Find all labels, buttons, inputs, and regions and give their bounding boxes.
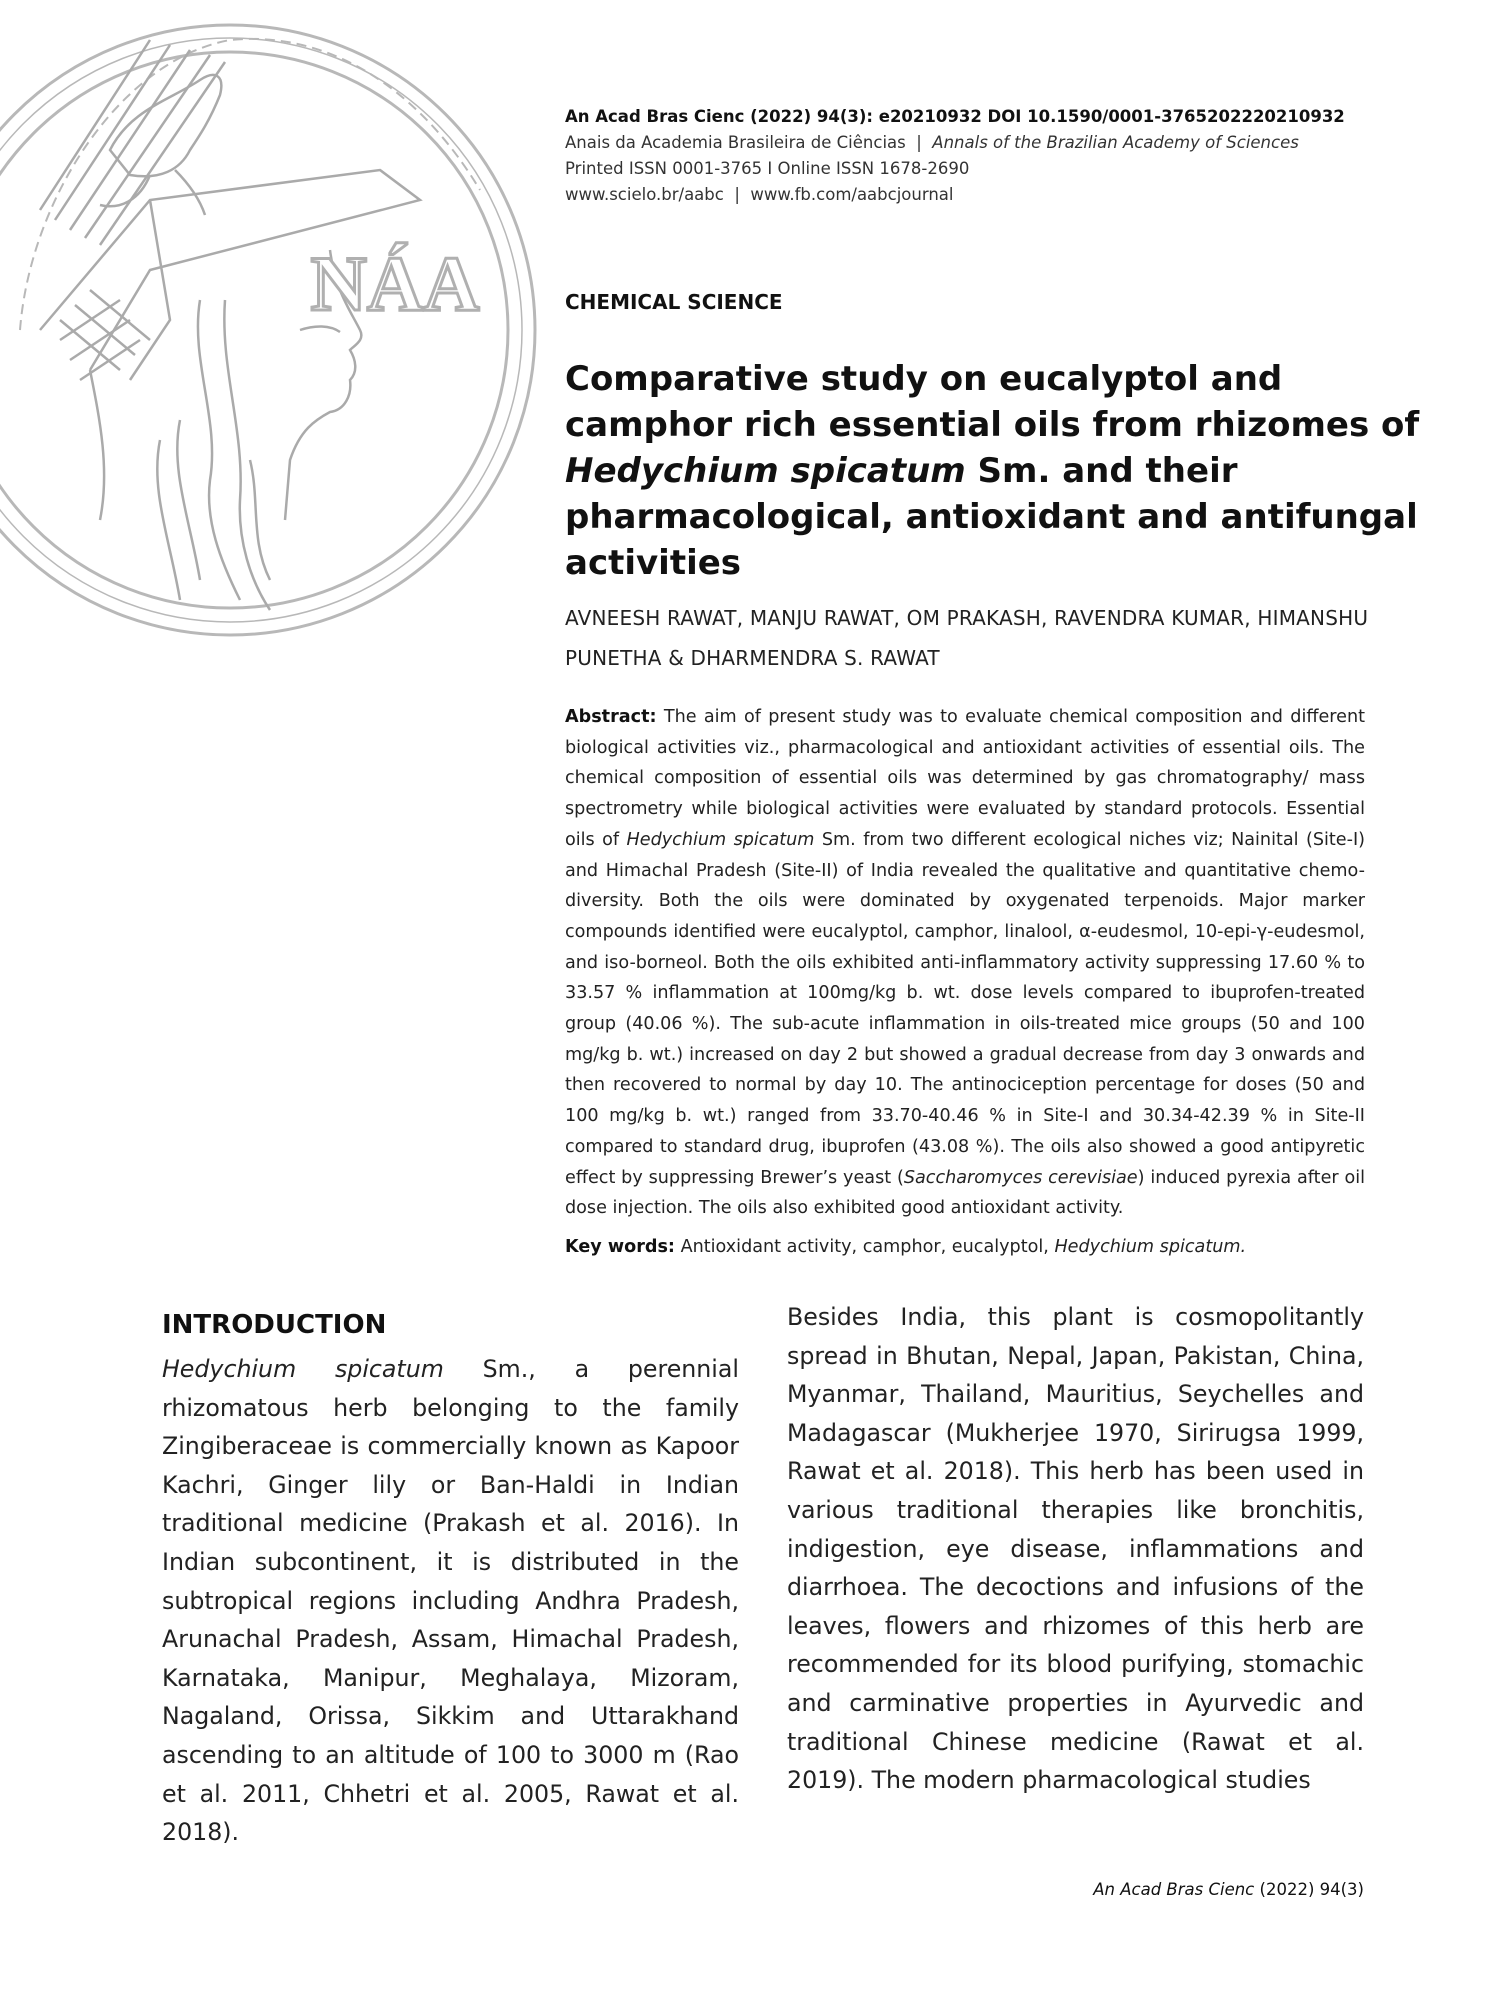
article-title — [565, 356, 1435, 586]
website-link[interactable]: www.scielo.br/aabc — [565, 185, 724, 204]
section-label: CHEMICAL SCIENCE — [565, 290, 783, 314]
separator: | — [916, 133, 922, 152]
introduction-heading: INTRODUCTION — [162, 1310, 387, 1340]
journal-links — [565, 182, 1465, 208]
abstract-species: Hedychium spicatum — [626, 829, 815, 850]
abstract-text-cont: Sm. from two different ecological niches viz; Nainital (Site-I) and Himachal Pradesh (Site-II) of India revealed the qualitative and quantitative chemo-diversity. Both the oils were dominated by oxygenated terpenoids. Major marker compounds identified were eucalyptol, camphor, linalool, α-eudesmol, 10-epi-γ-eudesmol, and iso-borneol. Both the oils exhibited anti-inflammatory activity suppressing 17.60 % to 33.57 % inflammation at 100mg/kg b. wt. dose levels compared to ibuprofen-treated group (40.06 %). The sub-acute inflammation in oils-treated mice groups (50 and 100 mg/kg b. wt.) increased on day 2 but showed a gradual decrease from day 3 onwards and then recovered to normal by day 10. The antinociception percentage for doses (50 and 100 mg/kg b. wt.) ranged from 33.70-40.46 % in Site-I and 30.34-42.39 % in Site-II compared to standard drug, ibuprofen (43.08 %). The oils also showed a good antipyretic effect by suppressing Brewer’s yeast ( — [565, 829, 1365, 1188]
journal-name-pt: Anais da Academia Brasileira de Ciências — [565, 133, 906, 152]
keywords-text: Antioxidant activity, camphor, eucalyptol, — [674, 1237, 1055, 1257]
title-text-cont: Sm. and their pharmacological, antioxidant and antifungal activities — [565, 451, 1418, 583]
intro-species: Hedychium spicatum — [162, 1355, 444, 1383]
footer-issue: (2022) 94(3) — [1254, 1880, 1364, 1899]
logo-text: NÁA — [310, 240, 480, 327]
abstract-text-end: ) induced pyrexia after oil dose injection. The oils also exhibited good antioxidant activity. — [565, 1167, 1366, 1219]
facebook-link[interactable]: www.fb.com/aabcjournal — [750, 185, 954, 204]
title-species: Hedychium spicatum — [565, 451, 966, 491]
title-text: Comparative study on eucalyptol and camphor rich essential oils from rhizomes of — [565, 359, 1420, 445]
intro-left-column — [162, 1350, 739, 1852]
abstract — [565, 702, 1365, 1224]
keywords — [565, 1232, 1365, 1262]
footer-journal: An Acad Bras Cienc — [1093, 1880, 1255, 1899]
journal-names — [565, 130, 1465, 156]
journal-name-en: Annals of the Brazilian Academy of Sciences — [932, 133, 1299, 152]
keywords-species: Hedychium spicatum. — [1054, 1237, 1247, 1257]
minerva-pegasus-emblem-icon — [0, 0, 560, 660]
separator: | — [734, 185, 740, 204]
abstract-label: Abstract: — [565, 707, 657, 727]
journal-header — [565, 104, 1465, 208]
abstract-yeast: Saccharomyces cerevisiae — [903, 1167, 1138, 1188]
page-footer — [1093, 1880, 1364, 1899]
abstract-text: The aim of present study was to evaluate chemical composition and different biological activities viz., pharmacological and antioxidant activities of essential oils. The chemical composition of essential oils was determined by gas chromatography/ mass spectrometry while biological activities were evaluated by standard protocols. Essential oils of — [565, 707, 1365, 850]
citation-doi: An Acad Bras Cienc (2022) 94(3): e20210932 DOI 10.1590/0001-3765202220210932 — [565, 107, 1345, 126]
intro-right-column: Besides India, this plant is cosmopolitantly spread in Bhutan, Nepal, Japan, Pakistan, China, Myanmar, Thailand, Mauritius, Seychelles and Madagascar (Mukherjee 1970, Sirirugsa 1999, Rawat et al. 2018). This herb has been used in various traditional therapies like bronchitis, indigestion, eye disease, inflammations and diarrhoea. The decoctions and infusions of the leaves, flowers and rhizomes of this herb are recommended for its blood purifying, stomachic and carminative properties in Ayurvedic and traditional Chinese medicine (Rawat et al. 2019). The modern pharmacological studies — [787, 1303, 1364, 1795]
authors: AVNEESH RAWAT, MANJU RAWAT, OM PRAKASH, RAVENDRA KUMAR, HIMANSHU PUNETHA & DHARMENDRA S. RAWAT — [565, 606, 1369, 670]
intro-left-text: Sm., a perennial rhizomatous herb belonging to the family Zingiberaceae is commercially known as Kapoor Kachri, Ginger lily or Ban-Haldi in Indian traditional medicine (Prakash et al. 2016). In Indian subcontinent, it is distributed in the subtropical regions including Andhra Pradesh, Arunachal Pradesh, Assam, Himachal Pradesh, Karnataka, Manipur, Meghalaya, Mizoram, Nagaland, Orissa, Sikkim and Uttarakhand ascending to an altitude of 100 to 3000 m (Rao et al. 2011, Chhetri et al. 2005, Rawat et al. 2018). — [162, 1355, 739, 1847]
keywords-label: Key words: — [565, 1237, 675, 1257]
issn: Printed ISSN 0001-3765 I Online ISSN 1678-2690 — [565, 159, 970, 178]
